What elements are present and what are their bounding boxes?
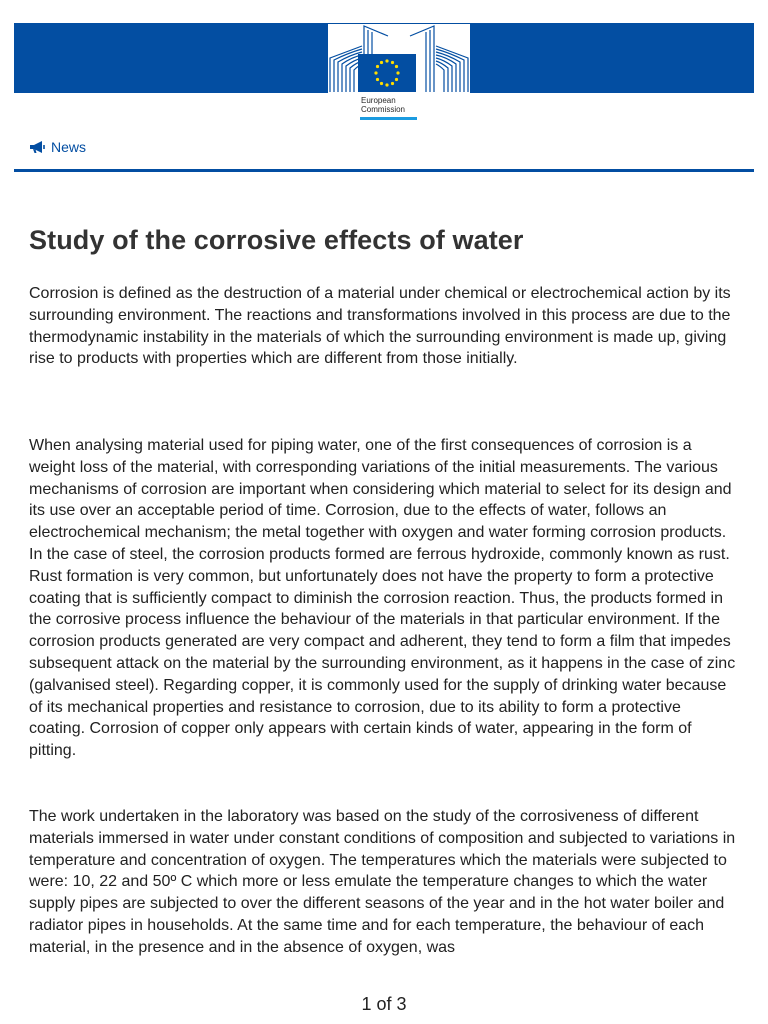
article-paragraph-1: Corrosion is defined as the destruction of a material under chemical or electrochemical action by its surrounding environment. The reactions and transformations involved in this process are due to the thermodynamic instability in the materials of which the surrounding environment is made up, giving rise to products with properties which are different from those initially. xyxy=(29,285,731,368)
article-paragraph-2: When analysing material used for piping water, one of the first consequences of corrosion is a weight loss of the material, with corresponding variations of the initial measurements. The various mechanisms of corrosion are important when considering which material to select for its design and its use over an acceptable period of time. Corrosion, due to the effects of water, follows an electrochemical mechanism; the metal together with oxygen and water forming corrosion products. In the case of steel, the corrosion products formed are ferrous hydroxide, commonly known as rust. Rust formation is very common, but unfortunately does not have the property to form a protective coating that is sufficiently compact to diminish the corrosion reaction. Thus, the products formed in the corrosive process influence the behaviour of the materials in that particular environment. If the corrosion products generated are very compact and adherent, they tend to form a film that impedes subsequent attack on the material by the surrounding environment, as it happens in the case of zinc (galvanised steel). Regarding copper, it is commonly used for the supply of drinking water because of its mechanical properties and resistance to corrosion, due to its ability to form a protective coating. Corrosion of copper only appears with certain kinds of water, appearing in the form of pitting. xyxy=(29,437,736,760)
article-title: Study of the corrosive effects of water xyxy=(29,225,524,255)
page-indicator: 1 of 3 xyxy=(361,994,407,1014)
logo-line-2: Commission xyxy=(361,105,406,114)
commission-building-icon xyxy=(328,24,470,96)
article-paragraph-3: The work undertaken in the laboratory was based on the study of the corrosiveness of different materials immersed in water under constant conditions of composition and subjected to variations in temperature and concentration of oxygen. The temperatures which the materials were subjected to were: 10, 22 and 50º C which more or less emulate the temperature changes to which the water supply pipes are subjected to over the different seasons of the year and in the hot water boiler and radiator pipes in households. At the same time and for each temperature, the behaviour of each material, in the presence and in the absence of oxygen, was xyxy=(29,808,736,956)
logo-line-1: European xyxy=(361,96,396,105)
logo-underline xyxy=(360,117,417,120)
european-commission-logo[interactable] xyxy=(328,24,470,122)
megaphone-icon xyxy=(29,140,46,154)
logo-wordmark xyxy=(361,96,405,114)
news-label: News xyxy=(51,139,87,155)
header-divider xyxy=(14,169,754,172)
news-link[interactable] xyxy=(29,138,86,156)
